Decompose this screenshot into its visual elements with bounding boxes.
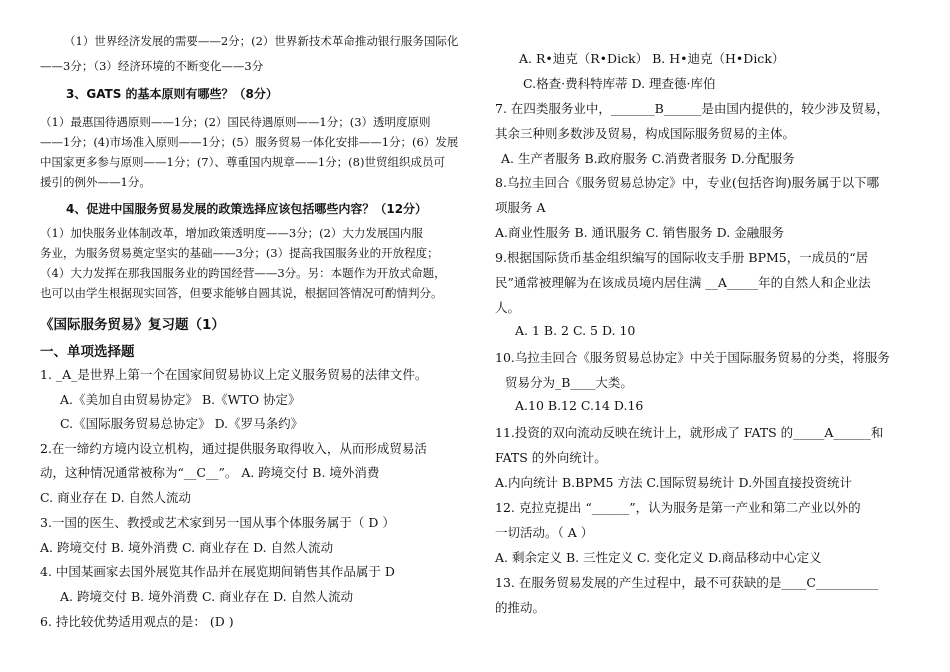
option-line: A. 跨境交付 B. 境外消费 C. 商业存在 D. 自然人流动 bbox=[60, 589, 354, 604]
question-line: 的推动。 bbox=[495, 600, 546, 615]
review-title: 《国际服务贸易》复习题（1） bbox=[40, 317, 225, 333]
option-line: C. 商业存在 D. 自然人流动 bbox=[40, 490, 192, 505]
section-title: 一、单项选择题 bbox=[40, 344, 135, 360]
question-line: 2.在一缔约方境内设立机构，通过提供服务取得收入，从而形成贸易活 bbox=[40, 441, 427, 456]
question-line: 其余三种则多数涉及贸易，构成国际服务贸易的主体。 bbox=[495, 126, 796, 141]
question-line: 8.乌拉圭回合《服务贸易总协定》中，专业(包括咨询)服务属于以下哪 bbox=[495, 175, 880, 190]
question-heading: 4、促进中国服务贸易发展的政策选择应该包括哪些内容？（12分） bbox=[66, 202, 428, 216]
answer-line: （1）加快服务业体制改革，增加政策透明度——3分；(2）大力发展国内服 bbox=[40, 226, 423, 240]
option-line: A.10 B.12 C.14 D.16 bbox=[515, 398, 644, 413]
question-line: 4. 中国某画家去国外展览其作品并在展览期间销售其作品属于 D bbox=[40, 564, 395, 579]
question-line: 7. 在四类服务业中，_______B______是由国内提供的，较少涉及贸易， bbox=[495, 101, 889, 116]
answer-line: ——1分；(4)市场准入原则——1分；(5）服务贸易一体化安排——1分；(6）发展 bbox=[40, 135, 459, 149]
question-line: 一切活动。（ A ） bbox=[495, 525, 594, 540]
option-line: A.《美加自由贸易协定》 B.《WTO 协定》 bbox=[60, 392, 301, 407]
option-line: A. R•迪克（R•Dick） B. H•迪克（H•Dick） bbox=[519, 51, 785, 66]
question-line: 6. 持比较优势适用观点的是： (D ) bbox=[40, 614, 234, 629]
answer-line: （1）最惠国待遇原则——1分；(2）国民待遇原则——1分；(3）透明度原则 bbox=[40, 115, 431, 129]
question-line: 1. _A_是世界上第一个在国家间贸易协议上定义服务贸易的法律文件。 bbox=[40, 367, 428, 382]
option-line: A.商业性服务 B. 通讯服务 C. 销售服务 D. 金融服务 bbox=[495, 225, 785, 240]
question-line: 10.乌拉圭回合《服务贸易总协定》中关于国际服务贸易的分类，将服务 bbox=[495, 350, 890, 365]
question-line: 9.根据国际货币基金组织编写的国际收支手册 BPM5，一成员的“居 bbox=[495, 250, 869, 265]
question-line: 动，这种情况通常被称为“__C__”。 A. 跨境交付 B. 境外消费 bbox=[40, 465, 380, 480]
option-line: A. 跨境交付 B. 境外消费 C. 商业存在 D. 自然人流动 bbox=[40, 540, 334, 555]
option-line: A. 生产者服务 B.政府服务 C.消费者服务 D.分配服务 bbox=[501, 151, 795, 166]
question-line: FATS 的外向统计。 bbox=[495, 450, 607, 465]
option-line: A.内向统计 B.BPM5 方法 C.国际贸易统计 D.外国直接投资统计 bbox=[495, 475, 853, 490]
question-line: 13. 在服务贸易发展的产生过程中，最不可获缺的是____C__________ bbox=[495, 575, 879, 590]
question-heading: 3、GATS 的基本原则有哪些？（8分） bbox=[66, 87, 278, 101]
question-line: 民”通常被理解为在该成员境内居住满 __A_____年的自然人和企业法 bbox=[495, 275, 871, 290]
question-line: 11.投资的双向流动反映在统计上，就形成了 FATS 的_____A______和 bbox=[495, 425, 884, 440]
answer-line: （4）大力发挥在那我国服务业的跨国经营——3分。另：本题作为开放式命题， bbox=[40, 266, 446, 280]
answer-line: 也可以由学生根据现实回答，但要求能够自圆其说，根据回答情况可酌情判分。 bbox=[40, 286, 443, 300]
answer-line: 中国家更多参与原则——1分；(7）、尊重国内规章——1分；(8)世贸组织成员可 bbox=[40, 155, 445, 169]
question-line: 项服务 A bbox=[495, 200, 546, 215]
option-line: C.格查·费科特库蒂 D. 理查德·库伯 bbox=[523, 76, 716, 91]
option-line: A. 1 B. 2 C. 5 D. 10 bbox=[515, 323, 636, 338]
question-line: 贸易分为_B____大类。 bbox=[505, 375, 633, 390]
option-line: A. 剩余定义 B. 三性定义 C. 变化定义 D.商品移动中心定义 bbox=[495, 550, 822, 565]
question-line: 3.一国的医生、教授或艺术家到另一国从事个体服务属于（ D ） bbox=[40, 515, 395, 530]
question-line: 12. 克拉克提出 “______”，认为服务是第一产业和第二产业以外的 bbox=[495, 500, 861, 515]
answer-line: 务业，为服务贸易奠定坚实的基础——3分；(3）提高我国服务业的开放程度； bbox=[40, 246, 439, 260]
question-line: 人。 bbox=[495, 300, 521, 315]
answer-line: ——3分；（3）经济环境的不断变化——3分 bbox=[40, 59, 264, 73]
answer-line: 援引的例外——1分。 bbox=[40, 175, 151, 189]
answer-line: （1）世界经济发展的需要——2分；(2）世界新技术革命推动银行服务国际化 bbox=[64, 34, 459, 48]
option-line: C.《国际服务贸易总协定》 D.《罗马条约》 bbox=[60, 416, 304, 431]
